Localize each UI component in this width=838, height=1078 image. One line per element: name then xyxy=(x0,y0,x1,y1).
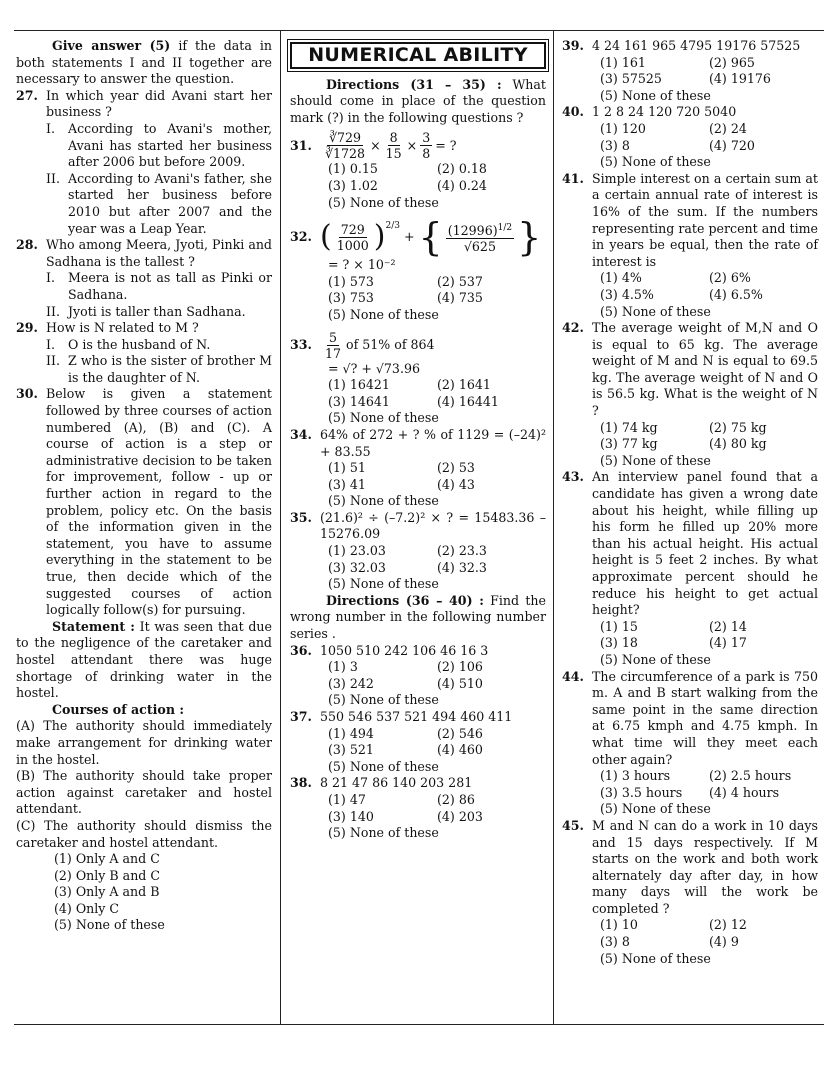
question-27: 27. In which year did Avani start her business ? xyxy=(16,87,272,120)
fraction: $\frac{3}{8}$ xyxy=(422,130,431,162)
question-34: 34. 64% of 272 + ? % of 1129 = (–24)² + 83.55 xyxy=(290,426,546,459)
top-rule xyxy=(14,30,824,31)
options-43: (1) 15 (2) 14 (3) 18 (4) 17 xyxy=(600,618,747,651)
bottom-rule xyxy=(14,1024,824,1025)
options-30 xyxy=(16,851,272,934)
question-36: 36. 1050 510 242 106 46 16 3 xyxy=(290,642,489,658)
question-42: 42. The average weight of M,N and O is equal to 65 kg. The average weight of M and N is equal to 69.5 kg. The average weight of N and O is 56.5 kg. What is the weight of N ? xyxy=(562,320,818,419)
instruction-text: Give answer (5) if the data in both statements I and II together are necessary to answer the question. xyxy=(16,38,273,87)
question-33: 33. $\frac{5}{17}$ of 51% of 864 xyxy=(290,329,435,361)
fraction: $\frac{(12996)^{1/2}}{√625}$ xyxy=(447,222,513,254)
question-45: 45. M and N can do a work in 10 days and 15 days respectively. If M starts on the work and both work alternately day after day, in how many days will the work be completed ? xyxy=(562,817,818,916)
option: (1) Only A and C xyxy=(54,851,160,867)
question-30: 30. Below is given a statement followed by three courses of action numbered (A), (B) and (C). A course of action is a step or administrative decision to be taken for improvement, follow - up or further action in regard to the problem, policy etc. On the basis of the information given in the statement, you have to assume everything in the statement to be true, then decide which of the suggested courses of action logically follow(s) for pursuing. xyxy=(16,386,272,618)
fraction: $\frac{5}{17}$ xyxy=(325,329,342,361)
statement-28-2: II. Jyoti is taller than Sadhana. xyxy=(46,303,246,319)
question-39: 39. 4 24 161 965 4795 19176 57525 xyxy=(562,38,801,53)
courses-heading: Courses of action : xyxy=(52,701,185,717)
course-c: (C) The authority should dismiss the caretaker and hostel attendant. xyxy=(16,817,272,850)
question-31: 31. $\frac{∛729}{∛1728}$ × $\frac{8}{15}$ × $\frac{3}{8}$ = ? xyxy=(290,130,457,162)
question-38: 38. 8 21 47 86 140 203 281 xyxy=(290,775,473,791)
statement-27-2: II. According to Avani's father, she started her business before 2010 but after 2007 and the year was a Leap Year. xyxy=(46,170,272,236)
statement-27-1: I. According to Avani's mother, Avani has started her business after 2006 but before 2009. xyxy=(46,120,272,170)
question-43: 43. An interview panel found that a candidate has given a wrong date about his height, while filling up his form he filled up 20% more than his actual height. His actual height is 5 feet 2 inches. By what approximate percent should he reduce his height to get actual height? xyxy=(562,469,818,618)
statement-29-1: I. O is the husband of N. xyxy=(46,336,211,352)
question-35: 35. (21.6)² ÷ (–7.2)² × ? = 15483.36 – 15276.09 xyxy=(290,509,546,542)
course-b: (B) The authority should take proper action against caretaker and hostel attendant. xyxy=(16,768,272,817)
options-34: (1) 51 (2) 53 (3) 41 (4) 43 xyxy=(328,460,475,492)
question-28: 28. Who among Meera, Jyoti, Pinki and Sadhana is the tallest ? xyxy=(16,237,272,269)
question-37: 37. 550 546 537 521 494 460 411 xyxy=(290,709,513,724)
options-42: (1) 74 kg (2) 75 kg (3) 77 kg (4) 80 kg xyxy=(600,419,767,452)
options-41: (1) 4% (2) 6% (3) 4.5% (4) 6.5% xyxy=(600,270,763,302)
fraction: $\frac{∛729}{∛1728}$ xyxy=(325,130,366,162)
directions-36-40: Directions (36 – 40) : Find the wrong number in the following number series . xyxy=(290,592,546,642)
options-36: (1) 3 (2) 106 (3) 242 (4) 510 xyxy=(328,659,483,691)
course-a: (A) The authority should immediately make arrangement for drinking water in the hostel. xyxy=(16,718,272,767)
options-39: (1) 161 (2) 965 (3) 57525 (4) 19176 xyxy=(600,54,771,87)
directions-31-35: Directions (31 – 35) : What should come in place of the question mark (?) in the following questions ? xyxy=(290,76,546,125)
statement-28-1: I. Meera is not as tall as Pinki or Sadhana. xyxy=(46,270,272,302)
column-divider-right xyxy=(553,30,554,1024)
question-44: 44. The circumference of a park is 750 m. A and B start walking from the same point in the same direction at 6.75 kmph and 4.75 kmph. In what time will they meet each other again? xyxy=(562,668,818,767)
options-33: (1) 16421 (2) 1641 (3) 14641 (4) 16441 xyxy=(328,377,499,409)
option: (4) Only C xyxy=(54,900,120,916)
options-40: (1) 120 (2) 24 (3) 8 (4) 720 xyxy=(600,120,755,153)
column-1 xyxy=(16,38,272,934)
fraction: $\frac{729}{1000}$ xyxy=(336,221,369,253)
options-38: (1) 47 (2) 86 (3) 140 (4) 203 xyxy=(328,791,483,824)
column-2: NUMERICAL ABILITY Directions (31 – 35) : What should come in place of the question mark (?) in the following questions ? 31. $\frac{∛729}{∛1728}$ × $\frac{8}{15}$ × $\frac{3}{8}$ = ? (1) 0.15 (2) 0.18 (3) 1.02 (4) 0.24 (5) None of these 32. ( $\frac{729}{1000}$ ) 2/3 + { $\frac{(12996)^{1/2}}{√625}$ } = ? × 10⁻² (1) 573 (2) 537 (3) 753 (4) 735 (5) None of these 33. $\frac{5}{17}$ of 51% of 864 = √? + √73.96 (1) 16421 (2) 1641 (3) 14641 (4) 16441 (5) None of these 34. 64% of 272 + ? % of 1129 = (–24)² + 83.55 (1) 51 (2) 53 (3) 41 (4) 43 (5) None of these 35. (21.6)² ÷ (–7.2)² × ? = 15483.36 – 15276.09 (1) 23.03 (2) 23.3 (3) 32.03 (4) 32.3 (5) None of these Directions (36 – 40) : Find the wrong number in the following number series . 36. 1050 510 242 106 46 16 3 (1) 3 (2) 106 (3) 242 (4) 510 (5) None of these 37. 550 546 537 521 494 460 411 (1) 494 (2) 546 (3) 521 (4) 460 (5) None of these 38. 8 21 47 86 140 203 281 (1) 47 (2) 86 (3) 140 (4) 203 (5) None of these xyxy=(290,44,546,841)
fraction: $\frac{8}{15}$ xyxy=(385,130,402,162)
options-37: (1) 494 (2) 546 (3) 521 (4) 460 xyxy=(328,725,483,758)
options-35: (1) 23.03 (2) 23.3 (3) 32.03 (4) 32.3 xyxy=(328,543,487,575)
question-41: 41. Simple interest on a certain sum at a certain annual rate of interest is 16% of the sum. If the numbers representing rate percent and time in years be equal, then the rate of interest is xyxy=(562,170,818,269)
column-divider-left xyxy=(280,30,281,1024)
question-40: 40. 1 2 8 24 120 720 5040 xyxy=(562,104,737,120)
option: (3) Only A and B xyxy=(54,884,160,900)
options-31: (1) 0.15 (2) 0.18 (3) 1.02 (4) 0.24 xyxy=(328,161,487,193)
statement-29-2: II. Z who is the sister of brother M is the daughter of N. xyxy=(46,353,272,385)
column-3: 39. 4 24 161 965 4795 19176 57525 (1) 161 (2) 965 (3) 57525 (4) 19176 (5) None of these 40. 1 2 8 24 120 720 5040 (1) 120 (2) 24 (3) 8 (4) 720 (5) None of these 41. Simple interest on a certain sum at a certain annual rate of interest is 16% of the sum. If the numbers representing rate percent and time in years be equal, then the rate of interest is (1) 4% (2) 6% (3) 4.5% (4) 6.5% (5) None of these 42. The average weight of M,N and O is equal to 65 kg. The average weight of M and N is equal to 69.5 kg. The average weight of N and O is 56.5 kg. What is the weight of N ? (1) 74 kg (2) 75 kg (3) 77 kg (4) 80 kg (5) None of these 43. An interview panel found that a candidate has given a wrong date about his height, while filling up his form he filled up 20% more than his actual height. His actual height is 5 feet 2 inches. By what approximate percent should he reduce his height to get actual height? (1) 15 (2) 14 (3) 18 (4) 17 (5) None of these 44. The circumference of a park is 750 m. A and B start walking from the same point in the same direction at 6.75 kmph and 4.75 kmph. In what time will they meet each other again? (1) 3 hours (2) 2.5 hours (3) 3.5 hours (4) 4 hours (5) None of these 45. M and N can do a work in 10 days and 15 days respectively. If M starts on the work and both work alternately day after day, in how many days will the work be completed ? (1) 10 (2) 12 (3) 8 (4) 9 (5) None of these xyxy=(562,38,818,966)
options-32: (1) 573 (2) 537 (3) 753 (4) 735 xyxy=(328,273,483,306)
options-44: (1) 3 hours (2) 2.5 hours (3) 3.5 hours (4) 4 hours xyxy=(600,768,792,800)
option: (5) None of these xyxy=(54,917,165,933)
options-45: (1) 10 (2) 12 (3) 8 (4) 9 xyxy=(600,917,747,950)
statement-paragraph: Statement : It was seen that due to the negligence of the caretaker and hostel attendant there was huge shortage of drinking water in the hostel. xyxy=(16,618,272,701)
question-32: 32. ( $\frac{729}{1000}$ ) 2/3 + { $\frac{(12996)^{1/2}}{√625}$ } xyxy=(290,215,542,260)
question-29: 29. How is N related to M ? xyxy=(16,320,199,336)
section-title: NUMERICAL ABILITY xyxy=(290,42,546,69)
option: (2) Only B and C xyxy=(54,867,161,883)
